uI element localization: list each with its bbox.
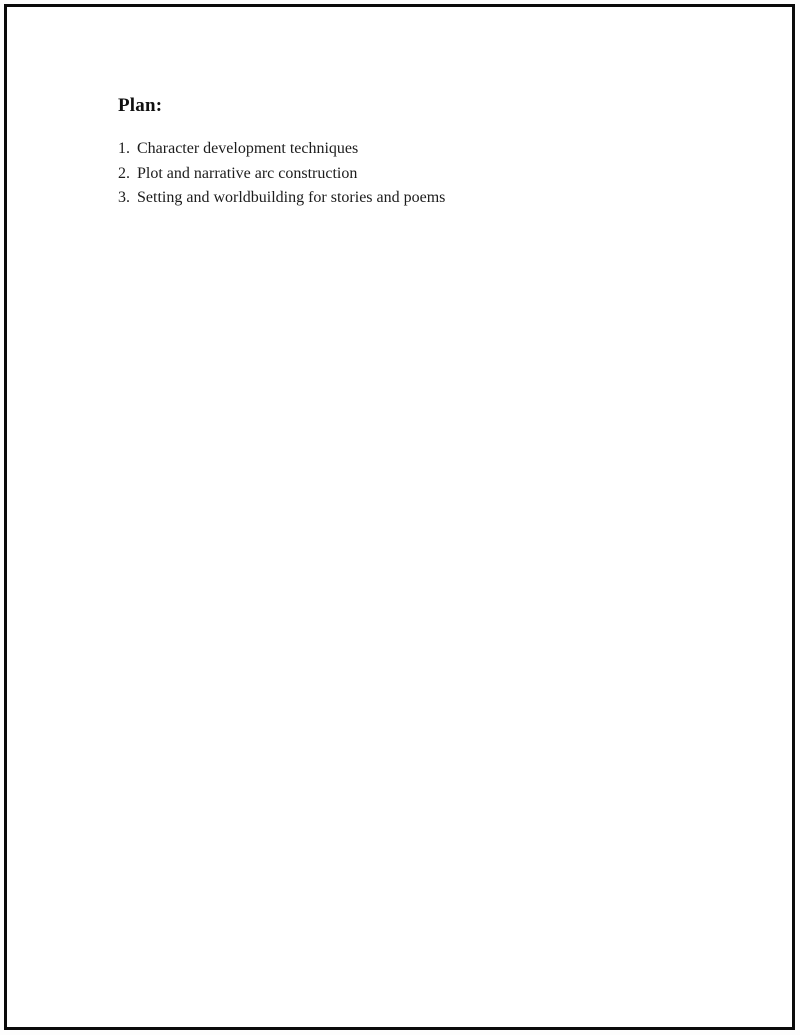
list-item-number: 1. [118,140,130,157]
list-item-text: Character development techniques [137,140,359,157]
list-item-text: Setting and worldbuilding for stories and poems [137,189,446,206]
plan-heading: Plan: [118,95,163,116]
plan-list [118,137,678,211]
list-item-text: Plot and narrative arc construction [137,164,358,182]
list-item-number: 2. [118,164,130,182]
list-item [118,137,678,162]
list-item [118,162,678,187]
document-content [118,95,678,211]
list-item-number: 3. [118,189,130,206]
list-item [118,186,678,211]
